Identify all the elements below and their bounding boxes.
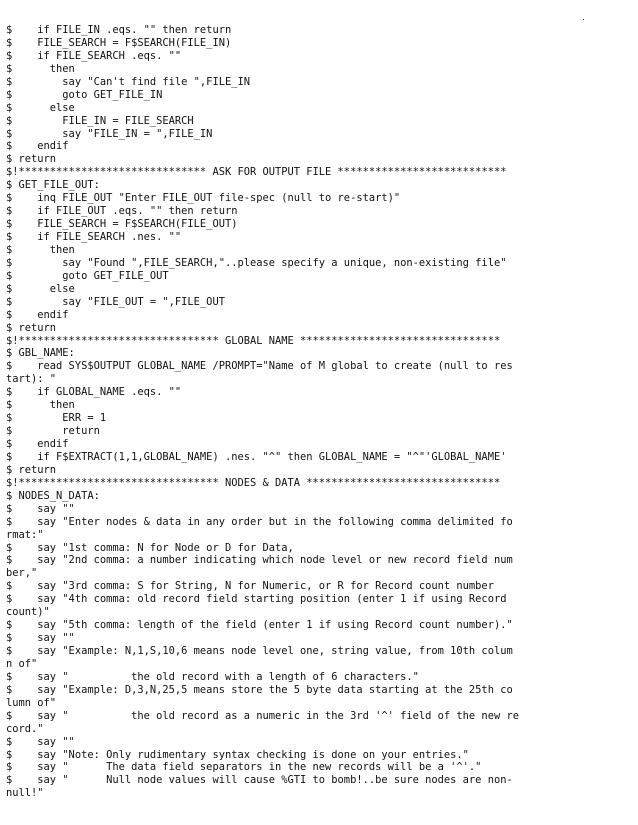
code-line: $ say "Example: N,1,S,10,6 means node level one, string value, from 10th colum (6, 645, 513, 657)
code-line: $ return (6, 321, 57, 334)
code-line: $ say "" (6, 502, 75, 515)
stray-mark (583, 19, 584, 20)
code-line: cord." (6, 722, 44, 735)
code-line: $ say "Enter nodes & data in any order but in the following comma delimited fo (6, 515, 513, 528)
code-line: $ say " the old record as a numeric in the 3rd '^' field of the new re (6, 709, 519, 722)
code-line: $ return (6, 425, 100, 438)
code-line: $ inq FILE_OUT "Enter FILE_OUT file-spec (null to re-start)" (6, 192, 401, 205)
code-line: $ say "" (6, 632, 75, 645)
code-line: $ then (6, 399, 75, 412)
code-line: $ ERR = 1 (6, 412, 107, 425)
code-line: $ say "FILE_OUT = ",FILE_OUT (6, 295, 225, 308)
code-line: $ if F$EXTRACT(1,1,GLOBAL_NAME) .nes. "^" then GLOBAL_NAME = "^"'GLOBAL_NAME' (6, 450, 507, 463)
code-line: $ NODES_N_DATA: (6, 489, 100, 502)
code-line: $ then (6, 243, 75, 256)
code-line: $ say "2nd comma: a number indicating which node level or new record field num (6, 554, 513, 567)
code-line: n of" (6, 657, 38, 670)
code-line: $ say "1st comma: N for Node or D for Data, (6, 541, 294, 554)
code-line: $ else (6, 101, 75, 114)
code-line: $ FILE_SEARCH = F$SEARCH(FILE_IN) (6, 36, 232, 49)
code-line: count)" (6, 606, 50, 619)
code-line: $ say " the old record with a length of 6 characters." (6, 670, 419, 683)
code-line: $ if FILE_OUT .eqs. "" then return (6, 205, 238, 218)
code-line: $ endif (6, 438, 69, 450)
code-line: null!" (6, 787, 44, 800)
code-line: rmat:" (6, 528, 44, 541)
code-line: $ if FILE_IN .eqs. "" then return (6, 24, 232, 36)
code-line: $ say "3rd comma: S for String, N for Numeric, or R for Record count number (6, 580, 494, 593)
code-line: tart): " (6, 373, 57, 386)
code-line: $ if FILE_SEARCH .eqs. "" (6, 49, 182, 62)
code-line: $ say "Found ",FILE_SEARCH,"..please specify a unique, non-existing file" (6, 256, 507, 269)
code-line: $ return (6, 153, 57, 166)
code-line: $ say " Null node values will cause %GTI to bomb!..be sure nodes are non- (6, 774, 513, 787)
code-line: $ say "5th comma: length of the field (enter 1 if using Record count number)." (6, 619, 513, 632)
code-line: $ then (6, 62, 75, 75)
code-line: $ say "4th comma: old record field starting position (enter 1 if using Record (6, 593, 507, 606)
code-line: $ say " The data field separators in the new records will be a '^'." (6, 761, 482, 774)
code-line: $ endif (6, 308, 69, 321)
code-line: $ else (6, 282, 75, 295)
code-line: $ GBL_NAME: (6, 347, 75, 360)
code-line: $ goto GET_FILE_OUT (6, 269, 169, 282)
code-line: $ FILE_SEARCH = F$SEARCH(FILE_OUT) (6, 218, 238, 231)
code-line: $ endif (6, 140, 69, 153)
code-line: lumn of" (6, 696, 57, 709)
code-line: $!****************************** ASK FOR OUTPUT FILE *************************** (6, 166, 507, 179)
code-line: $!******************************** NODES & DATA ******************************* (6, 476, 501, 489)
code-line: $ GET_FILE_OUT: (6, 179, 100, 192)
code-line: ber," (6, 567, 38, 580)
code-line: $ FILE_IN = FILE_SEARCH (6, 114, 194, 127)
code-line: $ say "FILE_IN = ",FILE_IN (6, 127, 213, 140)
code-line: $ say "" (6, 735, 75, 748)
code-line: $ say "Note: Only rudimentary syntax checking is done on your entries." (6, 748, 469, 761)
code-line: $ say "Can't find file ",FILE_IN (6, 75, 250, 88)
code-line: $ say "Example: D,3,N,25,5 means store the 5 byte data starting at the 25th co (6, 683, 513, 696)
code-line: $ if GLOBAL_NAME .eqs. "" (6, 386, 182, 399)
code-line: $!******************************** GLOBAL NAME ******************************** (6, 334, 501, 347)
code-listing (6, 24, 519, 800)
code-line: $ if FILE_SEARCH .nes. "" (6, 231, 182, 243)
code-line: $ read SYS$OUTPUT GLOBAL_NAME /PROMPT="Name of M global to create (null to res (6, 360, 513, 373)
code-line: $ return (6, 463, 57, 476)
code-line: $ goto GET_FILE_IN (6, 88, 163, 101)
